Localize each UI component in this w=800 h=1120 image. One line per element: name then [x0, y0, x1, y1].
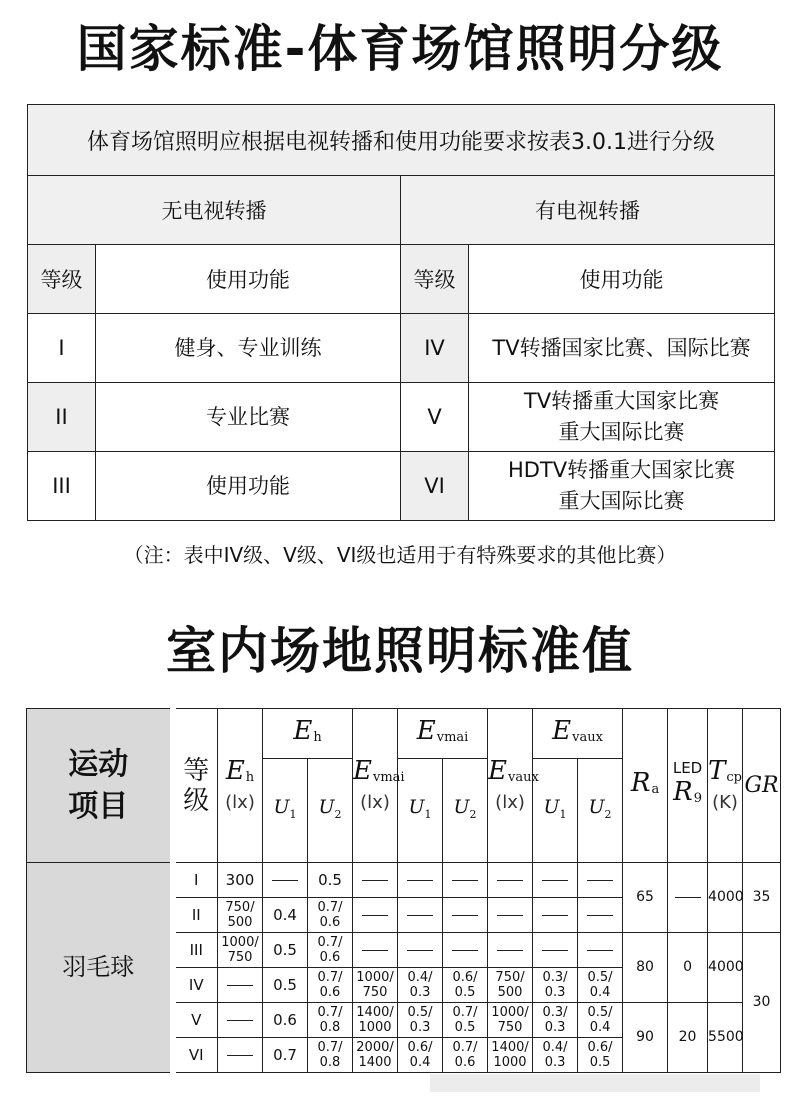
dash-mark [452, 880, 478, 881]
function-cell: HDTV转播重大国家比赛 重大国际比赛 [469, 452, 775, 521]
ehu2-cell: 0.7/ 0.8 [308, 1003, 353, 1038]
table-row [28, 383, 775, 452]
evaux-u1-cell [533, 898, 578, 933]
function-cell: 健身、专业训练 [96, 314, 401, 383]
evaux-u2-cell: 0.6/ 0.5 [578, 1038, 623, 1073]
evaux-header: $E_{vaux}$ (lx) [488, 709, 533, 863]
function-cell: TV转播重大国家比赛 重大国际比赛 [469, 383, 775, 452]
evmai-u1-cell: 0.6/ 0.4 [398, 1038, 443, 1073]
level-cell: IV [173, 968, 218, 1003]
dash-mark [362, 915, 388, 916]
level-cell: II [173, 898, 218, 933]
evmai-u1-cell [398, 898, 443, 933]
level-header: 等 级 [173, 709, 218, 863]
ehu1-cell: 0.5 [263, 933, 308, 968]
u2-header: $U_2$ [578, 759, 623, 863]
ehu1-cell: 0.6 [263, 1003, 308, 1038]
dash-mark [362, 950, 388, 951]
table-row [28, 452, 775, 521]
ehu1-cell: 0.4 [263, 898, 308, 933]
eh-cell [218, 968, 263, 1003]
dash-mark [227, 1055, 253, 1056]
level-cell: V [173, 1003, 218, 1038]
tcp-cell: 4000 [708, 863, 743, 933]
eh-cell: 300 [218, 863, 263, 898]
dash-mark [587, 950, 613, 951]
level-cell: II [28, 383, 96, 452]
evaux-u2-cell: 0.5/ 0.4 [578, 968, 623, 1003]
ehu2-cell: 0.7/ 0.6 [308, 898, 353, 933]
evaux-u1-cell [533, 933, 578, 968]
grading-caption: 体育场馆照明应根据电视转播和使用功能要求按表3.0.1进行分级 [28, 105, 775, 176]
evaux-u1-cell: 0.4/ 0.3 [533, 1038, 578, 1073]
evaux-cell: 750/ 500 [488, 968, 533, 1003]
led-r9-cell [668, 863, 708, 933]
tcp-cell: 4000 [708, 933, 743, 1003]
function-cell: 专业比赛 [96, 383, 401, 452]
level-cell: III [28, 452, 96, 521]
table-note: （注：表中IV级、V级、VI级也适用于有特殊要求的其他比赛） [123, 543, 677, 567]
col-level: 等级 [28, 245, 96, 314]
level-cell: III [173, 933, 218, 968]
dash-mark [227, 1020, 253, 1021]
dash-mark [542, 880, 568, 881]
col-level: 等级 [401, 245, 469, 314]
gr-header: GR [743, 709, 781, 863]
evmai-u2-cell: 0.7/ 0.5 [443, 1003, 488, 1038]
level-cell: IV [401, 314, 469, 383]
u1-header: $U_1$ [533, 759, 578, 863]
dash-mark [452, 915, 478, 916]
evaux-cell: 1000/ 750 [488, 1003, 533, 1038]
evmai-u2-cell: 0.6/ 0.5 [443, 968, 488, 1003]
evmai-u1-cell [398, 863, 443, 898]
dash-mark [587, 880, 613, 881]
ehu2-cell: 0.5 [308, 863, 353, 898]
watermark [430, 1074, 760, 1092]
dash-mark [362, 880, 388, 881]
evaux-u1-cell: 0.3/ 0.3 [533, 1003, 578, 1038]
evmai-cell: 2000/ 1400 [353, 1038, 398, 1073]
evmai-u1-cell [398, 933, 443, 968]
ra-cell: 90 [623, 1003, 668, 1073]
sport-header: 运动 项目 [27, 709, 173, 863]
dash-mark [497, 880, 523, 881]
evmai-cell: 1400/ 1000 [353, 1003, 398, 1038]
evmai-u1-cell: 0.4/ 0.3 [398, 968, 443, 1003]
evaux-u2-cell [578, 933, 623, 968]
evaux-u2-cell [578, 898, 623, 933]
ehu1-cell [263, 863, 308, 898]
level-cell: V [401, 383, 469, 452]
evaux-u2-cell [578, 863, 623, 898]
tcp-header: $T_{cp}$ (K) [708, 709, 743, 863]
evmai-u2-cell [443, 933, 488, 968]
evaux-cell: 1400/ 1000 [488, 1038, 533, 1073]
dash-mark [587, 915, 613, 916]
dash-mark [497, 950, 523, 951]
gr-cell: 30 [743, 933, 781, 1073]
section-title: 室内场地照明标准值 [166, 622, 634, 680]
u2-header: $U_2$ [443, 759, 488, 863]
u2-header: $U_2$ [308, 759, 353, 863]
ehu2-cell: 0.7/ 0.6 [308, 933, 353, 968]
evmai-cell [353, 863, 398, 898]
eh-cell: 750/ 500 [218, 898, 263, 933]
evaux-u1-cell [533, 863, 578, 898]
tcp-cell: 5500 [708, 1003, 743, 1073]
dash-mark [407, 880, 433, 881]
table-row [28, 314, 775, 383]
col-function: 使用功能 [96, 245, 401, 314]
evmai-u2-cell [443, 898, 488, 933]
col-function: 使用功能 [469, 245, 775, 314]
led-r9-cell: 20 [668, 1003, 708, 1073]
sport-name: 羽毛球 [27, 863, 173, 1073]
lighting-standard-table [26, 708, 800, 1073]
evaux-u2-cell: 0.5/ 0.4 [578, 1003, 623, 1038]
evmai-u1-cell: 0.5/ 0.3 [398, 1003, 443, 1038]
dash-mark [407, 915, 433, 916]
eh-cell [218, 1003, 263, 1038]
ra-header: $R_a$ [623, 709, 668, 863]
dash-mark [542, 915, 568, 916]
evmai-u2-cell [443, 863, 488, 898]
ehu2-cell: 0.7/ 0.8 [308, 1038, 353, 1073]
group-no-tv: 无电视转播 [28, 176, 401, 245]
u1-header: $U_1$ [263, 759, 308, 863]
ehu2-cell: 0.7/ 0.6 [308, 968, 353, 1003]
eh-uniformity-header: $E_h$ [263, 709, 353, 759]
evmai-uniformity-header: $E_{vmai}$ [398, 709, 488, 759]
dash-mark [675, 897, 701, 898]
evaux-uniformity-header: $E_{vaux}$ [533, 709, 623, 759]
evmai-cell [353, 898, 398, 933]
led-r9-header: LED $R_9$ [668, 709, 708, 863]
level-cell: I [28, 314, 96, 383]
level-cell: I [173, 863, 218, 898]
level-cell: VI [401, 452, 469, 521]
grading-table [27, 104, 775, 521]
eh-cell [218, 1038, 263, 1073]
evmai-u2-cell: 0.7/ 0.6 [443, 1038, 488, 1073]
evaux-u1-cell: 0.3/ 0.3 [533, 968, 578, 1003]
eh-header: $E_h$ (lx) [218, 709, 263, 863]
ehu1-cell: 0.7 [263, 1038, 308, 1073]
gr-cell: 35 [743, 863, 781, 933]
dash-mark [407, 950, 433, 951]
function-cell: TV转播国家比赛、国际比赛 [469, 314, 775, 383]
level-cell: VI [173, 1038, 218, 1073]
evmai-header: $E_{vmai}$ (lx) [353, 709, 398, 863]
evmai-cell [353, 933, 398, 968]
evaux-cell [488, 933, 533, 968]
evmai-cell: 1000/ 750 [353, 968, 398, 1003]
dash-mark [452, 950, 478, 951]
table-row [27, 863, 800, 898]
eh-cell: 1000/ 750 [218, 933, 263, 968]
led-r9-cell: 0 [668, 933, 708, 1003]
evaux-cell [488, 898, 533, 933]
page-title: 国家标准-体育场馆照明分级 [76, 20, 724, 78]
group-tv: 有电视转播 [401, 176, 775, 245]
evaux-cell [488, 863, 533, 898]
ra-cell: 65 [623, 863, 668, 933]
ehu1-cell: 0.5 [263, 968, 308, 1003]
dash-mark [542, 950, 568, 951]
ra-cell: 80 [623, 933, 668, 1003]
dash-mark [272, 880, 298, 881]
dash-mark [227, 985, 253, 986]
dash-mark [497, 915, 523, 916]
u1-header: $U_1$ [398, 759, 443, 863]
function-cell: 使用功能 [96, 452, 401, 521]
